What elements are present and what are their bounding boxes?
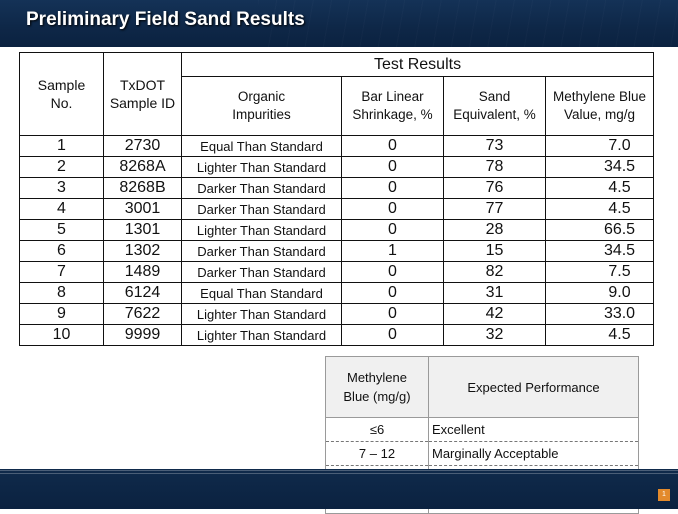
results-table-body: [20, 136, 654, 346]
table-row: [20, 283, 654, 304]
cell-bar-linear-shrinkage: 0: [342, 178, 444, 199]
cell-bar-linear-shrinkage: 1: [342, 241, 444, 262]
cell-sample-no: 8: [20, 283, 104, 304]
cell-txdot-id: 1489: [104, 262, 182, 283]
cell-sand-equivalent: 32: [444, 325, 546, 346]
cell-sample-no: 4: [20, 199, 104, 220]
table-row: [20, 157, 654, 178]
cell-methylene-blue: 7.0: [546, 136, 654, 157]
cell-expected-performance: Excellent: [429, 418, 639, 442]
field-sand-results-table: [19, 52, 654, 346]
cell-organic-impurities: Darker Than Standard: [182, 262, 342, 283]
cell-mb-range: ≤6: [326, 418, 429, 442]
table-row: [20, 199, 654, 220]
cell-sample-no: 6: [20, 241, 104, 262]
table-row: [20, 241, 654, 262]
table-row: [20, 178, 654, 199]
cell-organic-impurities: Lighter Than Standard: [182, 325, 342, 346]
cell-sample-no: 9: [20, 304, 104, 325]
cell-organic-impurities: Equal Than Standard: [182, 136, 342, 157]
cell-bar-linear-shrinkage: 0: [342, 262, 444, 283]
cell-sample-no: 10: [20, 325, 104, 346]
cell-organic-impurities: Lighter Than Standard: [182, 220, 342, 241]
cell-organic-impurities: Equal Than Standard: [182, 283, 342, 304]
cell-bar-linear-shrinkage: 0: [342, 325, 444, 346]
cell-expected-performance: Marginally Acceptable: [429, 442, 639, 466]
header-expected-performance: Expected Performance: [429, 357, 639, 418]
cell-bar-linear-shrinkage: 0: [342, 220, 444, 241]
table-row: [20, 325, 654, 346]
cell-sand-equivalent: 76: [444, 178, 546, 199]
cell-txdot-id: 1301: [104, 220, 182, 241]
table-row: [20, 262, 654, 283]
cell-sand-equivalent: 15: [444, 241, 546, 262]
cell-txdot-id: 8268A: [104, 157, 182, 178]
cell-methylene-blue: 9.0: [546, 283, 654, 304]
cell-sample-no: 7: [20, 262, 104, 283]
cell-sand-equivalent: 82: [444, 262, 546, 283]
cell-organic-impurities: Darker Than Standard: [182, 241, 342, 262]
cell-sample-no: 2: [20, 157, 104, 178]
header-methylene-blue-mg-g: Methylene Blue (mg/g): [326, 357, 429, 418]
table-row: [20, 220, 654, 241]
cell-methylene-blue: 4.5: [546, 199, 654, 220]
title-bar-pattern: [258, 0, 678, 47]
cell-mb-range: 7 – 12: [326, 442, 429, 466]
cell-txdot-id: 7622: [104, 304, 182, 325]
cell-sample-no: 3: [20, 178, 104, 199]
cell-sample-no: 1: [20, 136, 104, 157]
table-row: [326, 442, 639, 466]
cell-methylene-blue: 4.5: [546, 178, 654, 199]
footer-stripe: [0, 470, 678, 471]
cell-methylene-blue: 4.5: [546, 325, 654, 346]
cell-sand-equivalent: 78: [444, 157, 546, 178]
cell-sand-equivalent: 31: [444, 283, 546, 304]
cell-organic-impurities: Lighter Than Standard: [182, 157, 342, 178]
header-bar-linear-shrinkage: Bar Linear Shrinkage, %: [342, 77, 444, 136]
cell-bar-linear-shrinkage: 0: [342, 283, 444, 304]
cell-txdot-id: 2730: [104, 136, 182, 157]
header-sand-equivalent: Sand Equivalent, %: [444, 77, 546, 136]
footer-bar: [0, 469, 678, 509]
cell-txdot-id: 6124: [104, 283, 182, 304]
cell-sand-equivalent: 77: [444, 199, 546, 220]
cell-sand-equivalent: 42: [444, 304, 546, 325]
header-methylene-blue-value: Methylene Blue Value, mg/g: [546, 77, 654, 136]
table-row: [20, 136, 654, 157]
cell-sample-no: 5: [20, 220, 104, 241]
cell-bar-linear-shrinkage: 0: [342, 157, 444, 178]
cell-txdot-id: 1302: [104, 241, 182, 262]
cell-sand-equivalent: 28: [444, 220, 546, 241]
header-sample-no: Sample No.: [20, 53, 104, 136]
footer-stripe: [0, 473, 678, 474]
cell-organic-impurities: Darker Than Standard: [182, 178, 342, 199]
cell-txdot-id: 8268B: [104, 178, 182, 199]
cell-organic-impurities: Lighter Than Standard: [182, 304, 342, 325]
table-row: [326, 418, 639, 442]
page-number-badge: 1: [658, 489, 670, 501]
cell-bar-linear-shrinkage: 0: [342, 136, 444, 157]
cell-methylene-blue: 7.5: [546, 262, 654, 283]
cell-bar-linear-shrinkage: 0: [342, 199, 444, 220]
header-txdot-sample-id: TxDOT Sample ID: [104, 53, 182, 136]
cell-sand-equivalent: 73: [444, 136, 546, 157]
cell-txdot-id: 9999: [104, 325, 182, 346]
slide-title: Preliminary Field Sand Results: [26, 9, 305, 30]
cell-bar-linear-shrinkage: 0: [342, 304, 444, 325]
table-row: [20, 304, 654, 325]
header-organic-impurities: Organic Impurities: [182, 77, 342, 136]
cell-methylene-blue: 34.5: [546, 157, 654, 178]
cell-methylene-blue: 33.0: [546, 304, 654, 325]
cell-methylene-blue: 34.5: [546, 241, 654, 262]
cell-methylene-blue: 66.5: [546, 220, 654, 241]
cell-txdot-id: 3001: [104, 199, 182, 220]
cell-organic-impurities: Darker Than Standard: [182, 199, 342, 220]
header-test-results: Test Results: [182, 53, 654, 77]
